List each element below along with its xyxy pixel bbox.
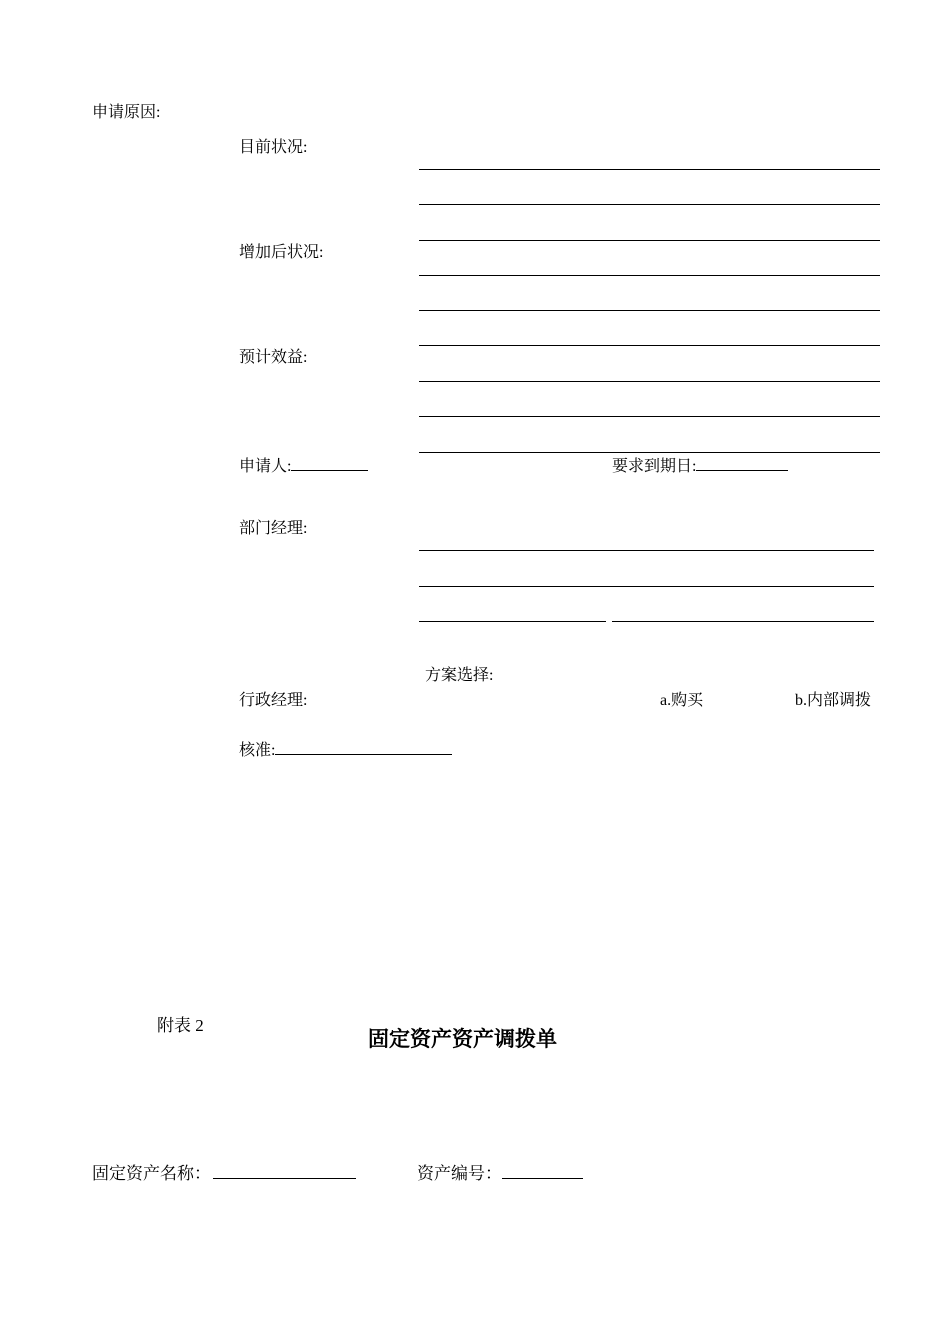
writing-line[interactable] (419, 452, 880, 453)
applicant-field (239, 455, 368, 477)
plan-choice-label: 方案选择: (425, 667, 494, 684)
approve-label: 核准: (239, 742, 276, 759)
approve-blank[interactable] (275, 739, 452, 755)
writing-line[interactable] (419, 586, 874, 587)
writing-line[interactable] (419, 240, 880, 241)
applicant-label: 申请人: (239, 458, 292, 475)
writing-line[interactable] (419, 416, 880, 417)
writing-line[interactable] (419, 275, 880, 276)
approve-field (239, 739, 452, 761)
current-status-label: 目前状况: (239, 139, 308, 156)
after-status-label: 增加后状况: (239, 244, 324, 261)
writing-line[interactable] (419, 310, 880, 311)
reason-label: 申请原因: (92, 104, 161, 121)
asset-name-blank[interactable] (213, 1163, 356, 1179)
required-date-field (612, 455, 788, 477)
applicant-blank[interactable] (291, 455, 368, 471)
writing-line[interactable] (419, 550, 874, 551)
asset-no-blank[interactable] (502, 1163, 583, 1179)
writing-line[interactable] (419, 169, 880, 170)
attachment-label: 附表 2 (157, 1016, 204, 1035)
expected-benefit-label: 预计效益: (239, 349, 308, 366)
writing-line[interactable] (419, 345, 880, 346)
page-title: 固定资产资产调拨单 (368, 1027, 557, 1051)
option-internal-transfer[interactable]: b.内部调拨 (795, 692, 872, 709)
asset-no-label: 资产编号： (417, 1164, 502, 1183)
asset-name-label: 固定资产名称： (92, 1164, 211, 1183)
admin-manager-label: 行政经理: (239, 692, 308, 709)
asset-no-field (417, 1163, 583, 1184)
dept-manager-label: 部门经理: (239, 520, 308, 537)
writing-line[interactable] (419, 381, 880, 382)
asset-name-field (92, 1163, 356, 1184)
writing-line[interactable] (419, 204, 880, 205)
option-purchase[interactable]: a.购买 (660, 692, 704, 709)
required-date-blank[interactable] (696, 455, 788, 471)
writing-line[interactable] (419, 621, 606, 622)
required-date-label: 要求到期日: (612, 458, 697, 475)
writing-line[interactable] (612, 621, 874, 622)
